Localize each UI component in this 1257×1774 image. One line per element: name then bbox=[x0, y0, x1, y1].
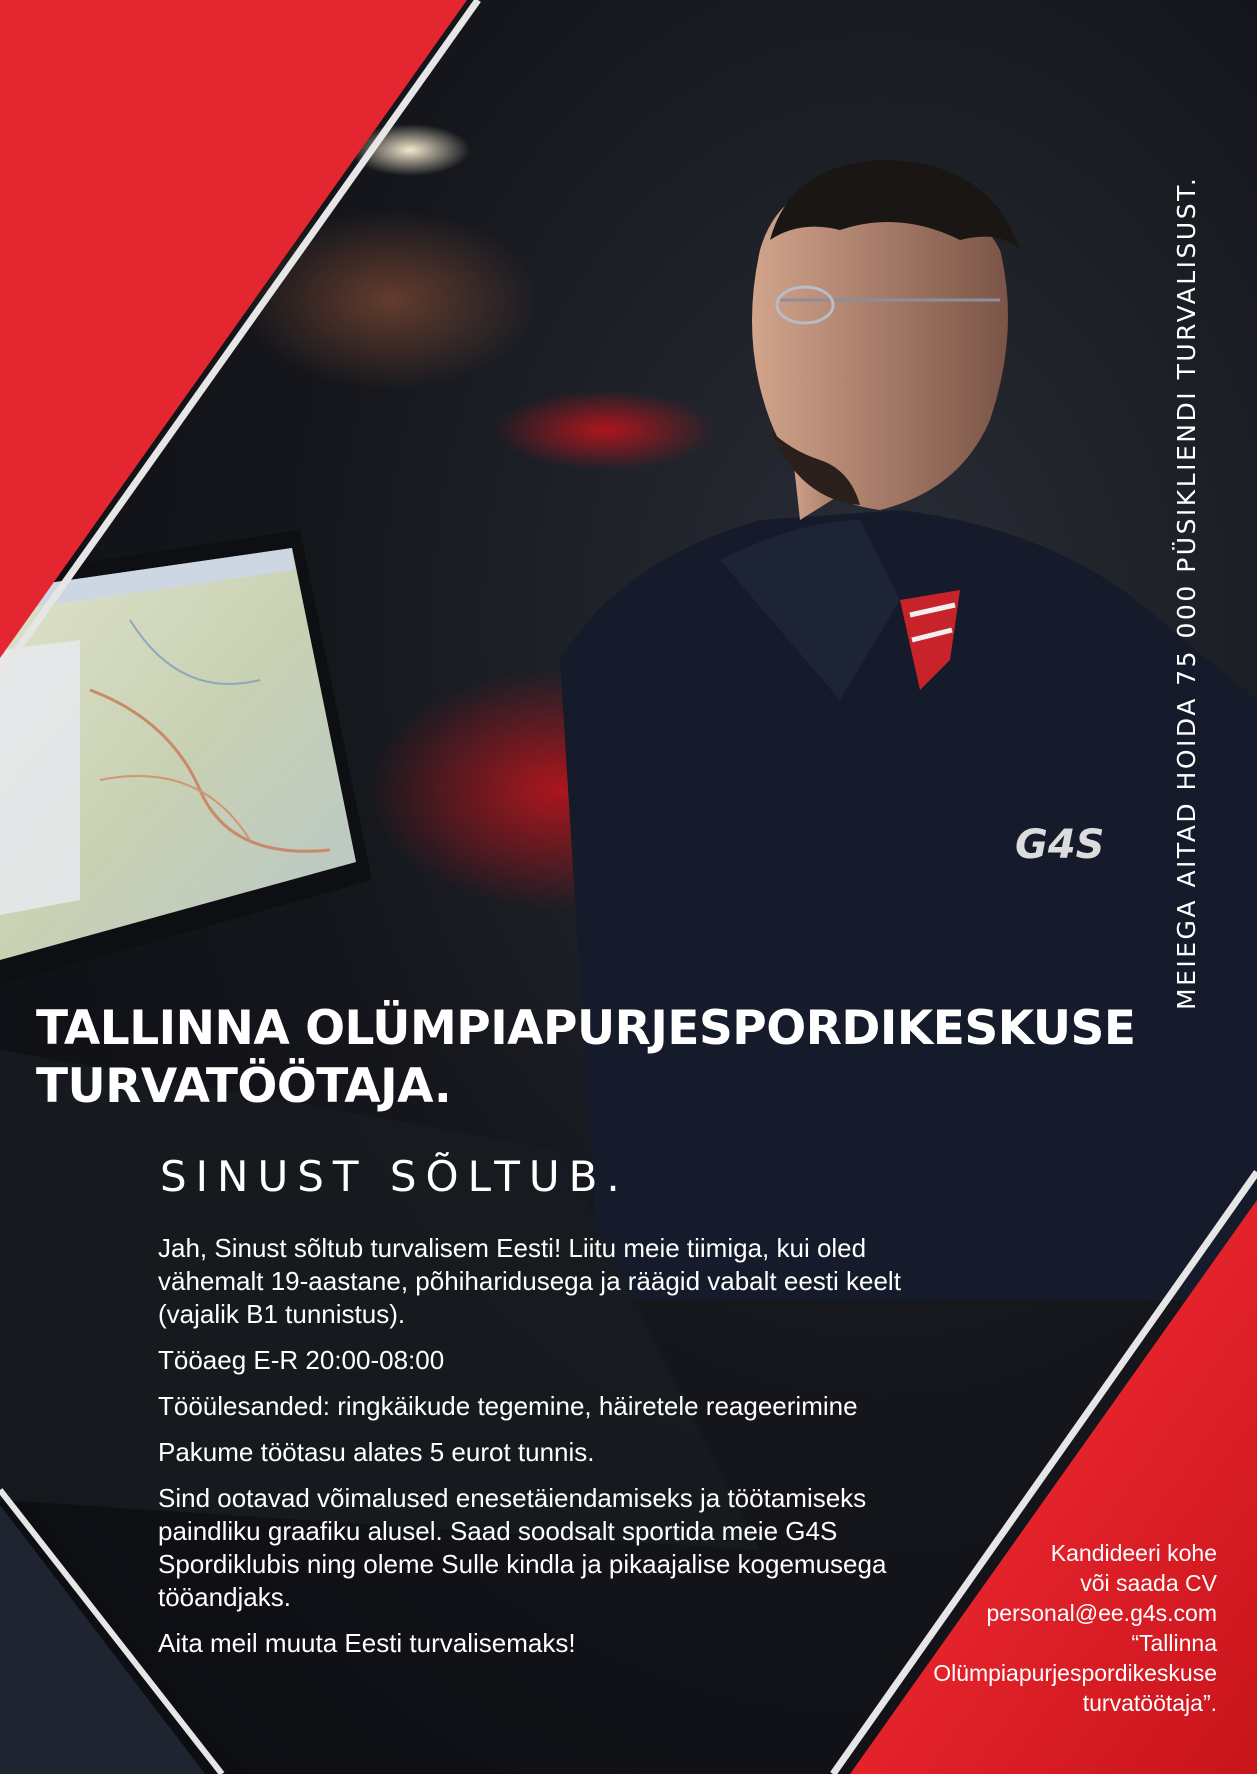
security-officer bbox=[560, 160, 1257, 1300]
paragraph-duties: Tööülesanded: ringkäikude tegemine, häiretele reageerimine bbox=[158, 1391, 858, 1421]
apply-line: või saada CV bbox=[1080, 1570, 1217, 1596]
paragraph-benefits: Sind ootavad võimalused enesetäiendamiseks ja töötamiseks paindliku graafiku alusel. Saad soodsalt sportida meie G4S Spordiklubis ning oleme Sulle kindla ja pikaajalise kogemusega tööandjaks. bbox=[158, 1483, 887, 1612]
paragraph-pay: Pakume töötasu alates 5 eurot tunnis. bbox=[158, 1437, 595, 1467]
headline-line-2: TURVATÖÖTAJA. bbox=[36, 1059, 452, 1114]
subheadline: SINUST SÕLTUB. bbox=[160, 1152, 629, 1201]
apply-line: “Tallinna bbox=[1131, 1630, 1217, 1656]
apply-line: turvatöötaja”. bbox=[1082, 1690, 1217, 1716]
apply-info bbox=[933, 1538, 1217, 1718]
paragraph-closing: Aita meil muuta Eesti turvalisemaks! bbox=[158, 1628, 576, 1658]
apply-line: Olümpiapurjespordikeskuse bbox=[933, 1660, 1217, 1686]
job-headline bbox=[36, 1000, 1135, 1116]
job-description bbox=[158, 1232, 958, 1673]
headline-line-1: TALLINNA OLÜMPIAPURJESPORDIKESKUSE bbox=[36, 1001, 1136, 1056]
paragraph-intro: Jah, Sinust sõltub turvalisem Eesti! Liitu meie tiimiga, kui oled vähemalt 19-aastane, põhiharidusega ja räägid vabalt eesti keelt (vajalik B1 tunnistus). bbox=[158, 1233, 901, 1329]
paragraph-hours: Tööaeg E-R 20:00-08:00 bbox=[158, 1345, 445, 1375]
vertical-tagline: MEIEGA AITAD HOIDA 75 000 PÜSIKLIENDI TURVALISUST. bbox=[1172, 175, 1201, 1010]
apply-email-link[interactable]: personal@ee.g4s.com bbox=[986, 1600, 1217, 1626]
g4s-logo: G4S bbox=[1015, 822, 1105, 868]
background-red-chair bbox=[495, 390, 715, 470]
apply-line: Kandideeri kohe bbox=[1050, 1540, 1217, 1566]
